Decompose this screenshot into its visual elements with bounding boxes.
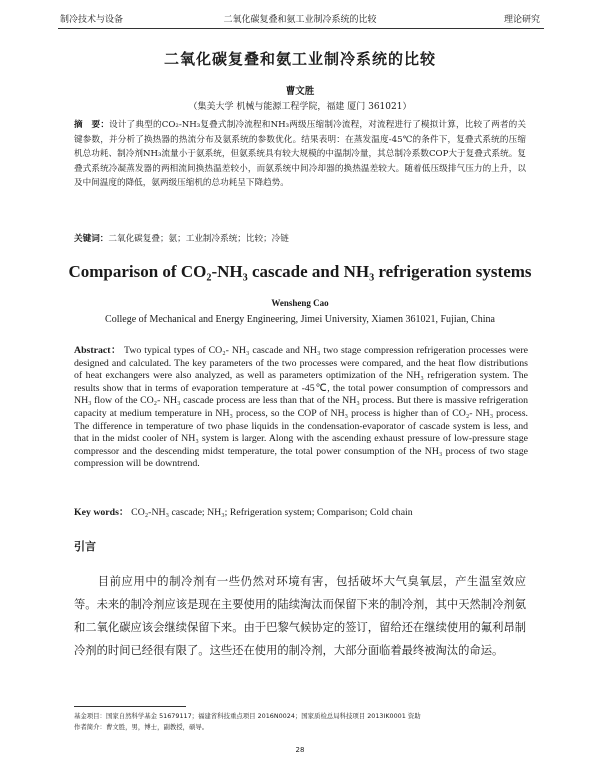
chinese-abstract-label: 摘 要： <box>74 120 110 130</box>
header-rule <box>58 28 544 29</box>
english-author: Wensheng Cao <box>271 298 329 308</box>
chinese-keywords-label: 关键词： <box>74 234 109 244</box>
english-affiliation: College of Mechanical and Energy Engineering, Jimei University, Xiamen 361021, Fujian, China <box>105 314 495 325</box>
english-keywords-label: Key words： <box>74 507 129 518</box>
footnote-fund: 基金项目：国家自然科学基金 51679117；福建省科技重点项目 2016N0024；国家质检总局科技项目 2013IK0001 资助 <box>74 712 421 720</box>
journal-name: 制冷技术与设备 <box>60 15 124 25</box>
section-heading-introduction: 引言 <box>74 540 96 553</box>
footnote-author: 作者简介：曹文胜，男，博士，副教授，硕导。 <box>74 723 209 731</box>
english-abstract <box>74 345 528 471</box>
chinese-abstract <box>74 118 526 191</box>
english-title: Comparison of CO₂-NH₃ cascade and NH₃ refrigeration systems <box>68 262 532 281</box>
chinese-keywords <box>74 232 526 244</box>
section-name: 理论研究 <box>503 15 540 25</box>
page-number: 28 <box>295 746 305 754</box>
chinese-title: 二氧化碳复叠和氨工业制冷系统的比较 <box>163 50 436 68</box>
chinese-affiliation: （集美大学 机械与能源工程学院，福建 厦门 361021） <box>188 102 412 112</box>
chinese-author: 曹文胜 <box>285 86 315 97</box>
footnote-rule <box>74 706 186 707</box>
introduction-paragraph: 目前应用中的制冷剂有一些仍然对环境有害，包括破坏大气臭氧层，产生温室效应等。未来的制冷剂应该是现在主要使用的陆续淘汰而保留下来的制冷剂，其中天然制冷剂氨和二氧化碳应该会继续保留下来。由于巴黎气候协定的签订，留给还在继续使用的氟利昂制冷剂的时间已经很有限了。这些还在使用的制冷剂，大部分面临着最终被淘汰的命运。 <box>74 575 526 657</box>
chinese-abstract-text: 设计了典型的CO₂-NH₃复叠式制冷流程和NH₃两级压缩制冷流程，对流程进行了模拟计算，比较了两者的关键参数，并分析了换热器的热流分布及氨系统的参数优化。结果表明：在蒸发温度-45℃的条件下，复叠式系统的压缩机总功耗、制冷剂NH₃流量小于氨系统，但氨系统具有较大规模的中温制冷量，其总制冷系数COP大于复叠式系统。复叠式系统冷凝蒸发器的两相流间换热温差较小，而氨系统中间冷却器的换热温差较大。随着低压级排气压力的上升，以及中间温度的降低，氨两级压缩机的总功耗呈下降趋势。 <box>74 120 526 188</box>
english-keywords <box>74 504 528 518</box>
running-header <box>0 6 600 26</box>
running-title: 二氧化碳复叠和氨工业制冷系统的比较 <box>223 15 377 25</box>
english-abstract-text: Two typical types of CO₂- NH₃ cascade and NH₃ two stage compression refrigeration processes were designed and calculated. The key parameters of the two processes were compared, and the heat flow distributions of heat exchangers were also analyzed, as well as parameters optimization of the NH₃ refrigeration system. The results show that in terms of evaporation temperature at -45℃, the total power consumption of compressors and NH₃ flow of the CO₂- NH₃ cascade process are less than that of the NH₃ process. But there is massive refrigeration capacity at medium temperature in NH₃ process, so the COP of NH₃ process is higher than of CO₂- NH₃ process. The difference in temperature of two phase liquids in the condensation-evaporator of cascade system is less, and that in the midst cooler of NH₃ system is larger. Along with the ascending exhaust pressure of low-pressure stage compressor and the descending midst temperature, the total power consumption of the NH₃ process of two stage compression will be downtrend. <box>74 345 528 470</box>
english-abstract-label: Abstract： <box>74 345 122 356</box>
english-keywords-text: CO₂-NH₃ cascade; NH₃; Refrigeration system; Comparison; Cold chain <box>131 507 413 518</box>
chinese-keywords-text: 二氧化碳复叠；氨；工业制冷系统；比较；冷链 <box>108 234 289 244</box>
